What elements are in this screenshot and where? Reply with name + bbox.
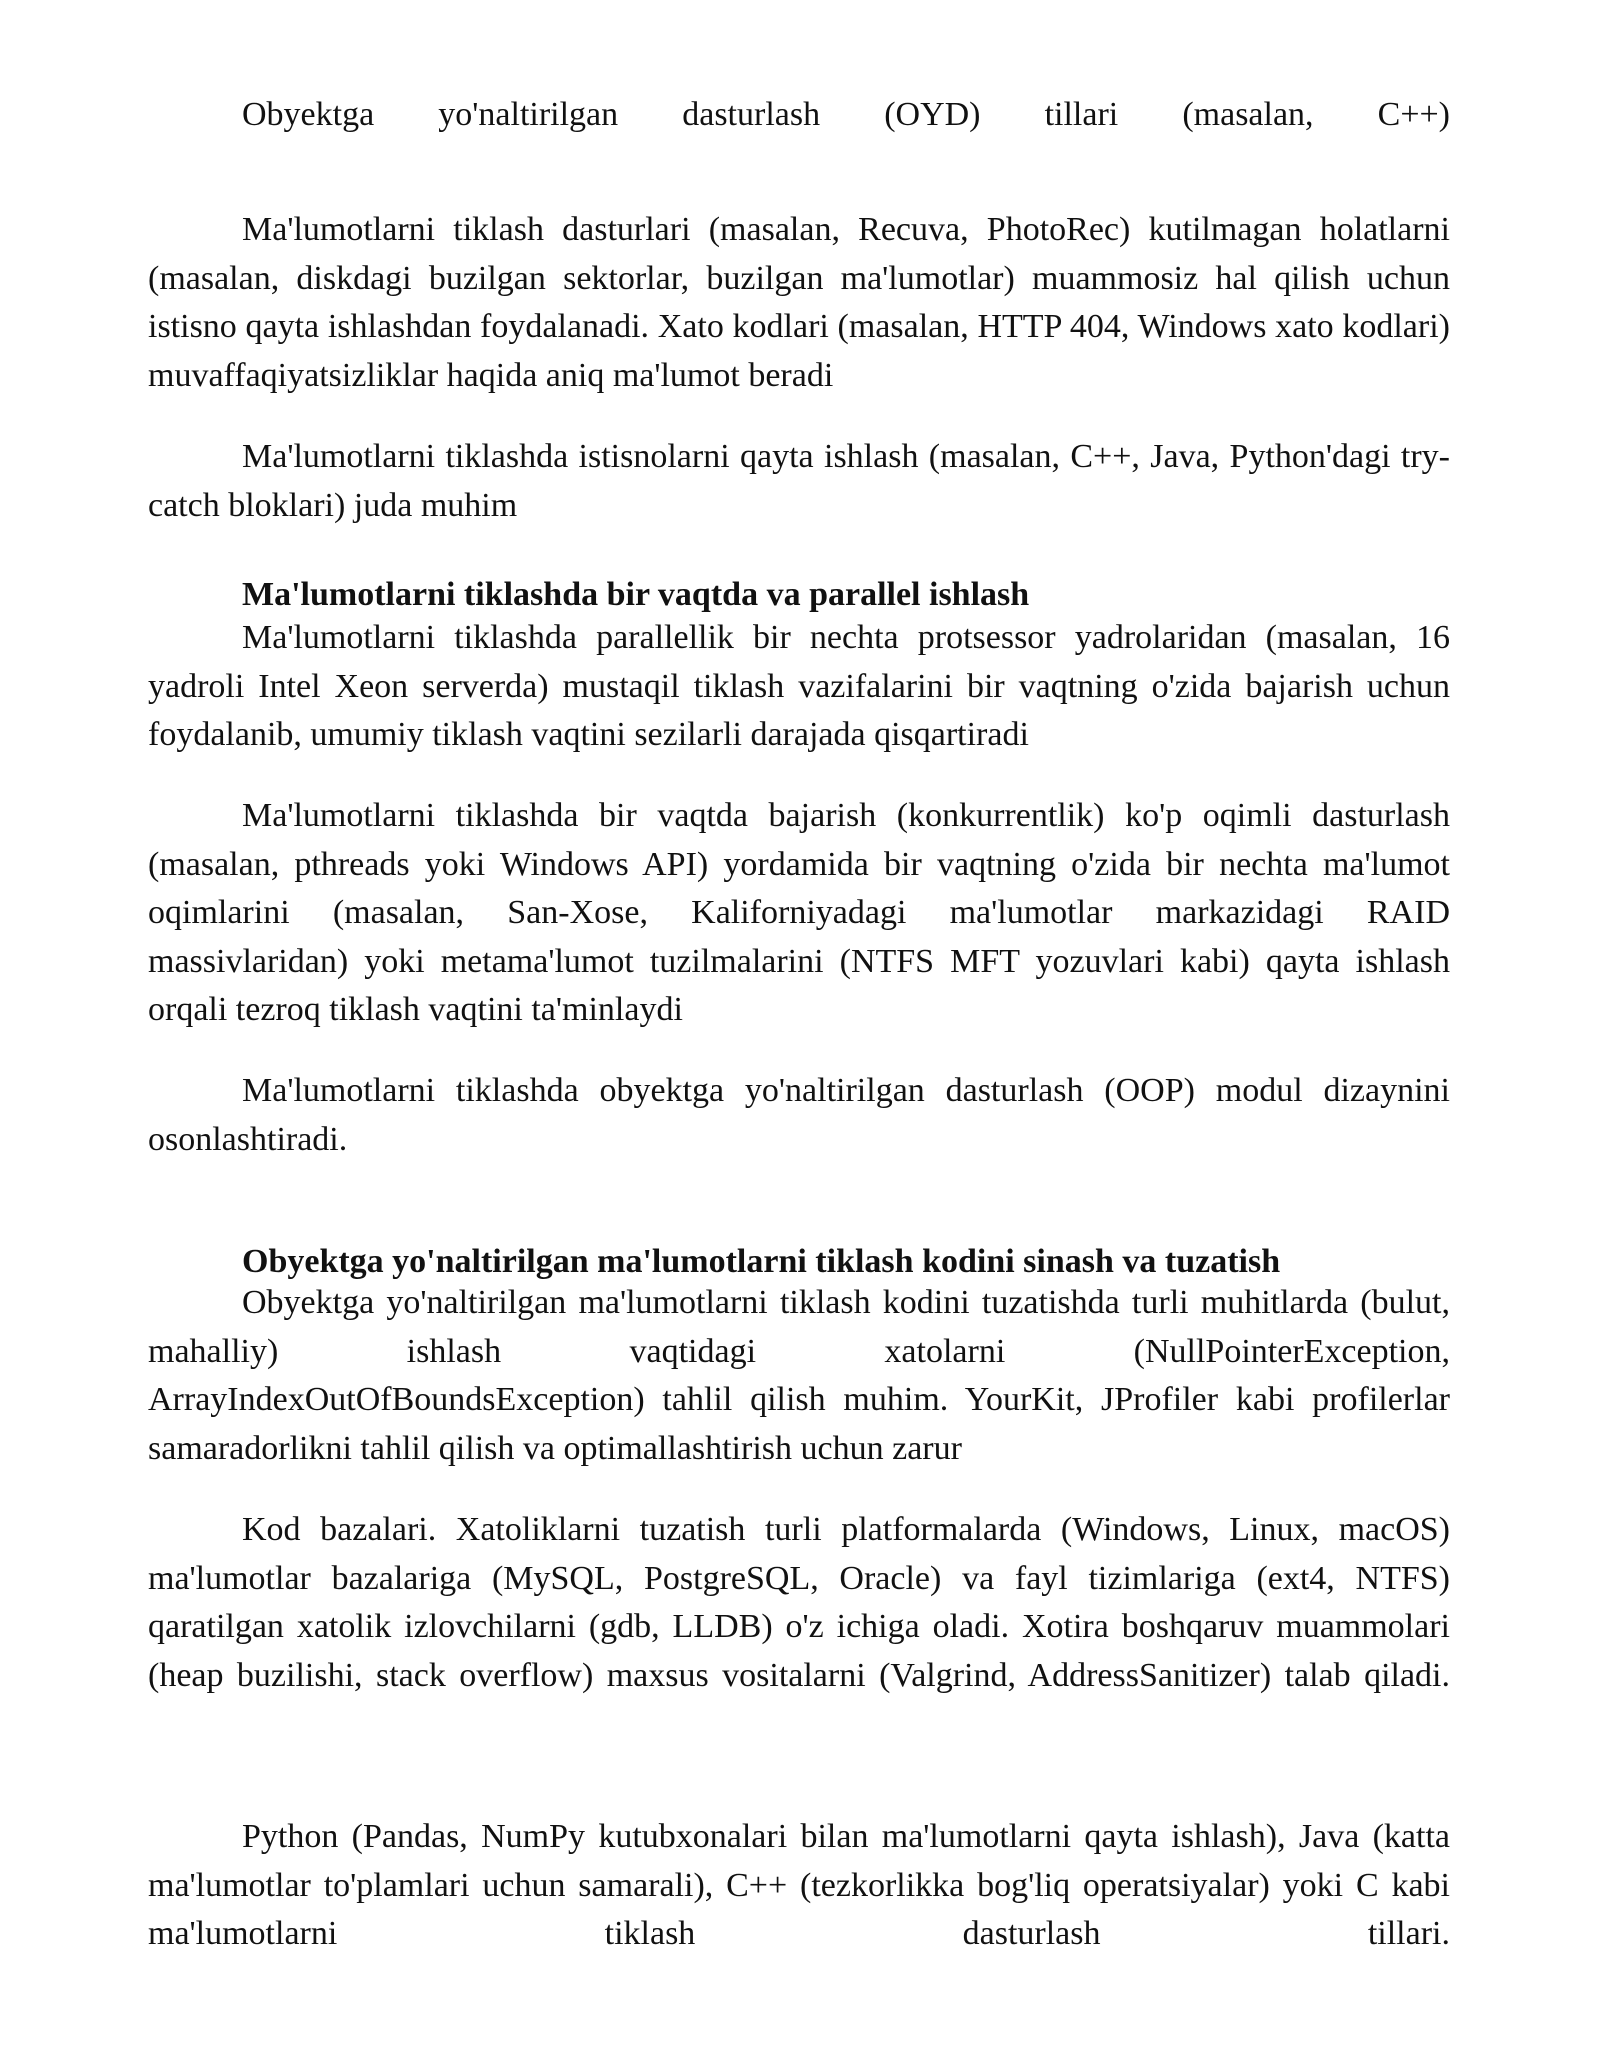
paragraph-oop-design: Ma'lumotlarni tiklashda obyektga yo'naltirilgan dasturlash (OOP) modul dizaynini osonlashtiradi. <box>148 1072 1450 1158</box>
paragraph-recovery-software: Ma'lumotlarni tiklash dasturlari (masalan, Recuva, PhotoRec) kutilmagan holatlarni (masalan, diskdagi buzilgan sektorlar, buzilgan ma'lumotlar) muammosiz hal qilish uchun istisno qayta ishlashdan foydalanadi. Xato kodlari (masalan, HTTP 404, Windows xato kodlari) muvaffaqiyatsizliklar haqida aniq ma'lumot beradi <box>148 211 1450 394</box>
paragraph-oyd-languages: Obyektga yo'naltirilgan dasturlash (OYD) tillari (masalan, C++) <box>242 96 1450 133</box>
paragraph-code-bases: Kod bazalari. Xatoliklarni tuzatish turli platformalarda (Windows, Linux, macOS) ma'lumotlar bazalariga (MySQL, PostgreSQL, Oracle) va fayl tizimlariga (ext4, NTFS) qaratilgan xatolik izlovchilarni (gdb, LLDB) o'z ichiga oladi. Xotira boshqaruv muammolari (heap buzilishi, stack overflow) maxsus vositalarni (Valgrind, AddressSanitizer) talab qiladi. <box>148 1511 1450 1694</box>
paragraph-exception-handling: Ma'lumotlarni tiklashda istisnolarni qayta ishlash (masalan, C++, Java, Python'dagi try-catch bloklari) juda muhim <box>148 438 1450 524</box>
section-heading-parallel: Ma'lumotlarni tiklashda bir vaqtda va parallel ishlash <box>242 576 1030 613</box>
paragraph-programming-languages: Python (Pandas, NumPy kutubxonalari bilan ma'lumotlarni qayta ishlash), Java (katta ma'lumotlar to'plamlari uchun samarali), C++ (tezkorlikka bog'liq operatsiyalar) yoki C kabi ma'lumotlarni tiklash dasturlash tillari. <box>148 1818 1450 1952</box>
paragraph-concurrency: Ma'lumotlarni tiklashda bir vaqtda bajarish (konkurrentlik) ko'p oqimli dasturlash (masalan, pthreads yoki Windows API) yordamida bir vaqtning o'zida bir nechta ma'lumot oqimlarini (masalan, San-Xose, Kaliforniyadagi ma'lumotlar markazidagi RAID massivlaridan) yoki metama'lumot tuzilmalarini (NTFS MFT yozuvlari kabi) qayta ishlash orqali tezroq tiklash vaqtini ta'minlaydi <box>148 797 1450 1028</box>
paragraph-parallelism: Ma'lumotlarni tiklashda parallellik bir nechta protsessor yadrolaridan (masalan, 16 yadroli Intel Xeon serverda) mustaqil tiklash vazifalarini bir vaqtning o'zida bajarish uchun foydalanib, umumiy tiklash vaqtini sezilarli darajada qisqartiradi <box>148 619 1450 753</box>
section-heading-testing: Obyektga yo'naltirilgan ma'lumotlarni tiklash kodini sinash va tuzatish <box>242 1243 1281 1280</box>
paragraph-debugging-runtime: Obyektga yo'naltirilgan ma'lumotlarni tiklash kodini tuzatishda turli muhitlarda (bulut, mahalliy) ishlash vaqtidagi xatolarni (NullPointerException, ArrayIndexOutOfBoundsException) tahlil qilish muhim. YourKit, JProfiler kabi profilerlar samaradorlikni tahlil qilish va optimallashtirish uchun zarur <box>148 1284 1450 1467</box>
